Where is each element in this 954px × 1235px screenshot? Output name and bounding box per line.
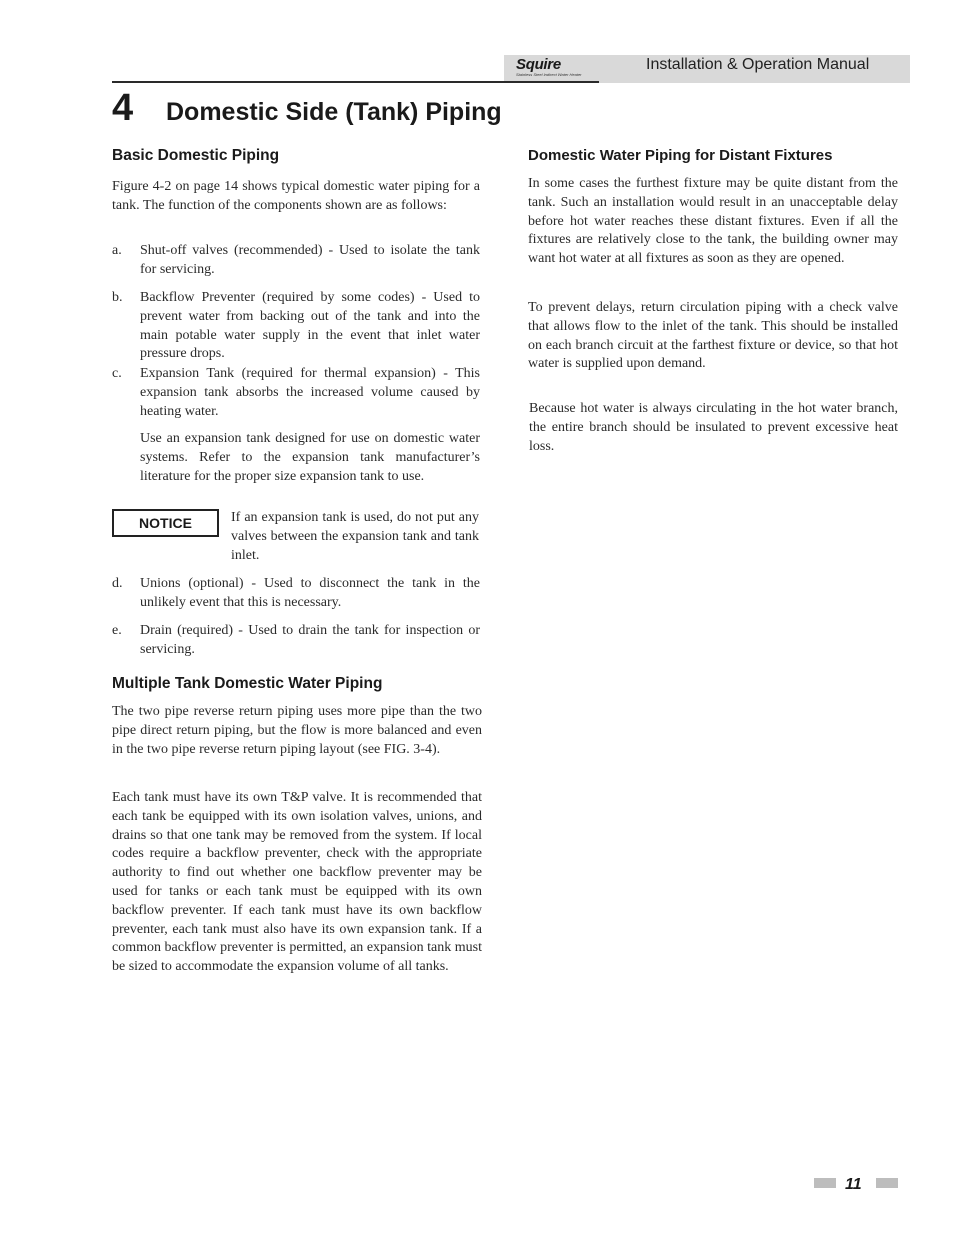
basic-intro-paragraph: Figure 4-2 on page 14 shows typical domestic water piping for a tank. The function of the components shown are as follows: bbox=[112, 179, 480, 213]
list-text: Drain (required) - Used to drain the tank for inspection or servicing. bbox=[140, 623, 480, 657]
footer-bar-right bbox=[876, 1178, 898, 1188]
list-text: Unions (optional) - Used to disconnect the tank in the unlikely event that this is necessary. bbox=[140, 576, 480, 610]
section-heading-distant-fixtures: Domestic Water Piping for Distant Fixtures bbox=[528, 147, 833, 164]
section-heading-multiple: Multiple Tank Domestic Water Piping bbox=[112, 675, 383, 692]
header-rule bbox=[112, 81, 599, 83]
footer-bar-left bbox=[814, 1178, 836, 1188]
list-marker: b. bbox=[112, 290, 123, 305]
distant-paragraph-1: In some cases the furthest fixture may be quite distant from the tank. Such an installation would result in an unacceptable delay before hot water reaches these distant fixtures. Even if all the fixtures are relatively close to the tank, the building owner may want hot water at all fixtures as soon as they are opened. bbox=[528, 176, 898, 267]
notice-label: NOTICE bbox=[112, 509, 219, 537]
chapter-number: 4 bbox=[112, 87, 134, 129]
multiple-paragraph-2: Each tank must have its own T&P valve. It is recommended that each tank be equipped with its own isolation valves, unions, and drains so that one tank may be removed from the system. If local codes require a backflow preventer, check with the appropriate authority to find out whether one backflow preventer may be used for tanks or each tank must be equipped with its own backflow preventer. If each tank must have its own backflow preventer, each tank must also have its own expansion tank. If a common backflow preventer is permitted, an expansion tank must be sized to accommodate the expansion volume of all tanks. bbox=[112, 790, 482, 975]
list-text: Expansion Tank (required for thermal expansion) - This expansion tank absorbs the increased volume caused by heating water. bbox=[140, 366, 480, 419]
section-heading-basic: Basic Domestic Piping bbox=[112, 147, 280, 164]
chapter-title: Domestic Side (Tank) Piping bbox=[166, 98, 502, 126]
distant-paragraph-3: Because hot water is always circulating in the hot water branch, the entire branch should be insulated to prevent excessive heat loss. bbox=[529, 401, 898, 454]
distant-paragraph-2: To prevent delays, return circulation piping with a check valve that allows flow to the inlet of the tank. This should be installed on each branch circuit at the farthest fixture or device, so that hot water is supplied upon demand. bbox=[528, 300, 898, 372]
manual-title: Installation & Operation Manual bbox=[646, 56, 870, 73]
logo-wordmark: Squire bbox=[516, 56, 561, 73]
list-marker: d. bbox=[112, 576, 123, 591]
multiple-paragraph-1: The two pipe reverse return piping uses more pipe than the two pipe direct return piping, but the flow is more balanced and even in the two pipe reverse return piping layout (see FIG. 3-4). bbox=[112, 704, 482, 757]
list-text: Shut-off valves (recommended) - Used to isolate the tank for servicing. bbox=[140, 243, 480, 277]
item-c-extra-paragraph: Use an expansion tank designed for use on domestic water systems. Refer to the expansion tank manufacturer’s literature for the proper size expansion tank to use. bbox=[140, 431, 480, 484]
list-marker: e. bbox=[112, 623, 122, 638]
logo-tagline: Stainless Steel Indirect Water Heater bbox=[516, 72, 582, 77]
list-marker: c. bbox=[112, 366, 122, 381]
list-marker: a. bbox=[112, 243, 122, 258]
page-number: 11 bbox=[845, 1176, 862, 1193]
list-text: Backflow Preventer (required by some codes) - Used to prevent water from backing out of the tank and into the main potable water supply in the event that inlet water pressure drops. bbox=[140, 290, 480, 362]
squire-logo bbox=[516, 57, 594, 81]
notice-text: If an expansion tank is used, do not put any valves between the expansion tank and tank inlet. bbox=[231, 510, 479, 563]
